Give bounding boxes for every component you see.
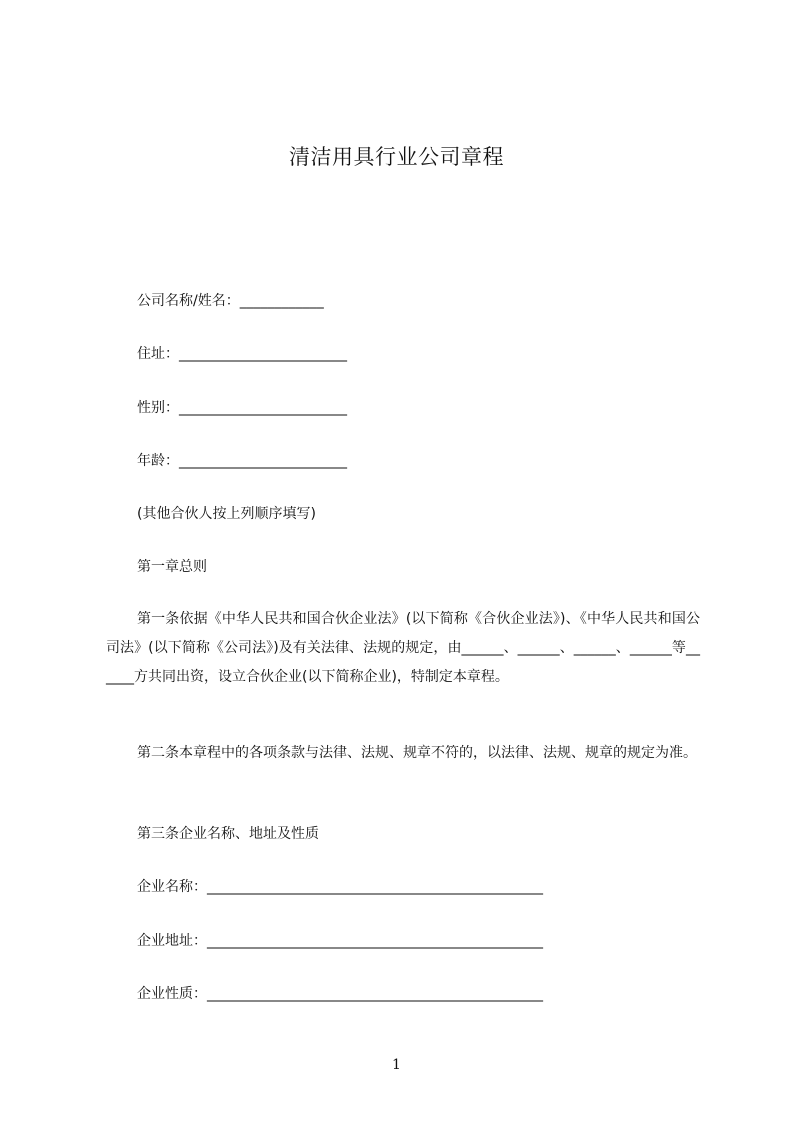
- article-2-paragraph: 第二条本章程中的各项条款与法律、法规、规章不符的，以法律、法规、规章的规定为准。: [137, 745, 697, 761]
- address-field: 住址：________________________: [137, 346, 347, 362]
- company-name-field: 公司名称/姓名：____________: [137, 293, 324, 309]
- enterprise-nature-field: 企业性质：________________________________________________: [137, 986, 543, 1002]
- age-field: 年龄：________________________: [137, 453, 347, 469]
- enterprise-address-field: 企业地址：________________________________________________: [137, 933, 543, 949]
- partner-note: (其他合伙人按上列顺序填写): [137, 506, 316, 522]
- gender-field: 性别：________________________: [137, 400, 347, 416]
- page-number: 1: [392, 1057, 401, 1073]
- article-1-paragraph: 第一条依据《中华人民共和国合伙企业法》(以下简称《合伙企业法》)、《中华人民共和国公司法》(以下简称《公司法》)及有关法律、法规的规定，由______、______、______、______等______方共同出资，设立合伙企业(以下简称企业)，特制定本章程。: [106, 611, 700, 685]
- document-title: 清洁用具行业公司章程: [289, 145, 504, 169]
- enterprise-name-field: 企业名称：________________________________________________: [137, 879, 543, 895]
- article-3-heading: 第三条企业名称、地址及性质: [137, 826, 319, 842]
- chapter-1-heading: 第一章总则: [137, 559, 207, 575]
